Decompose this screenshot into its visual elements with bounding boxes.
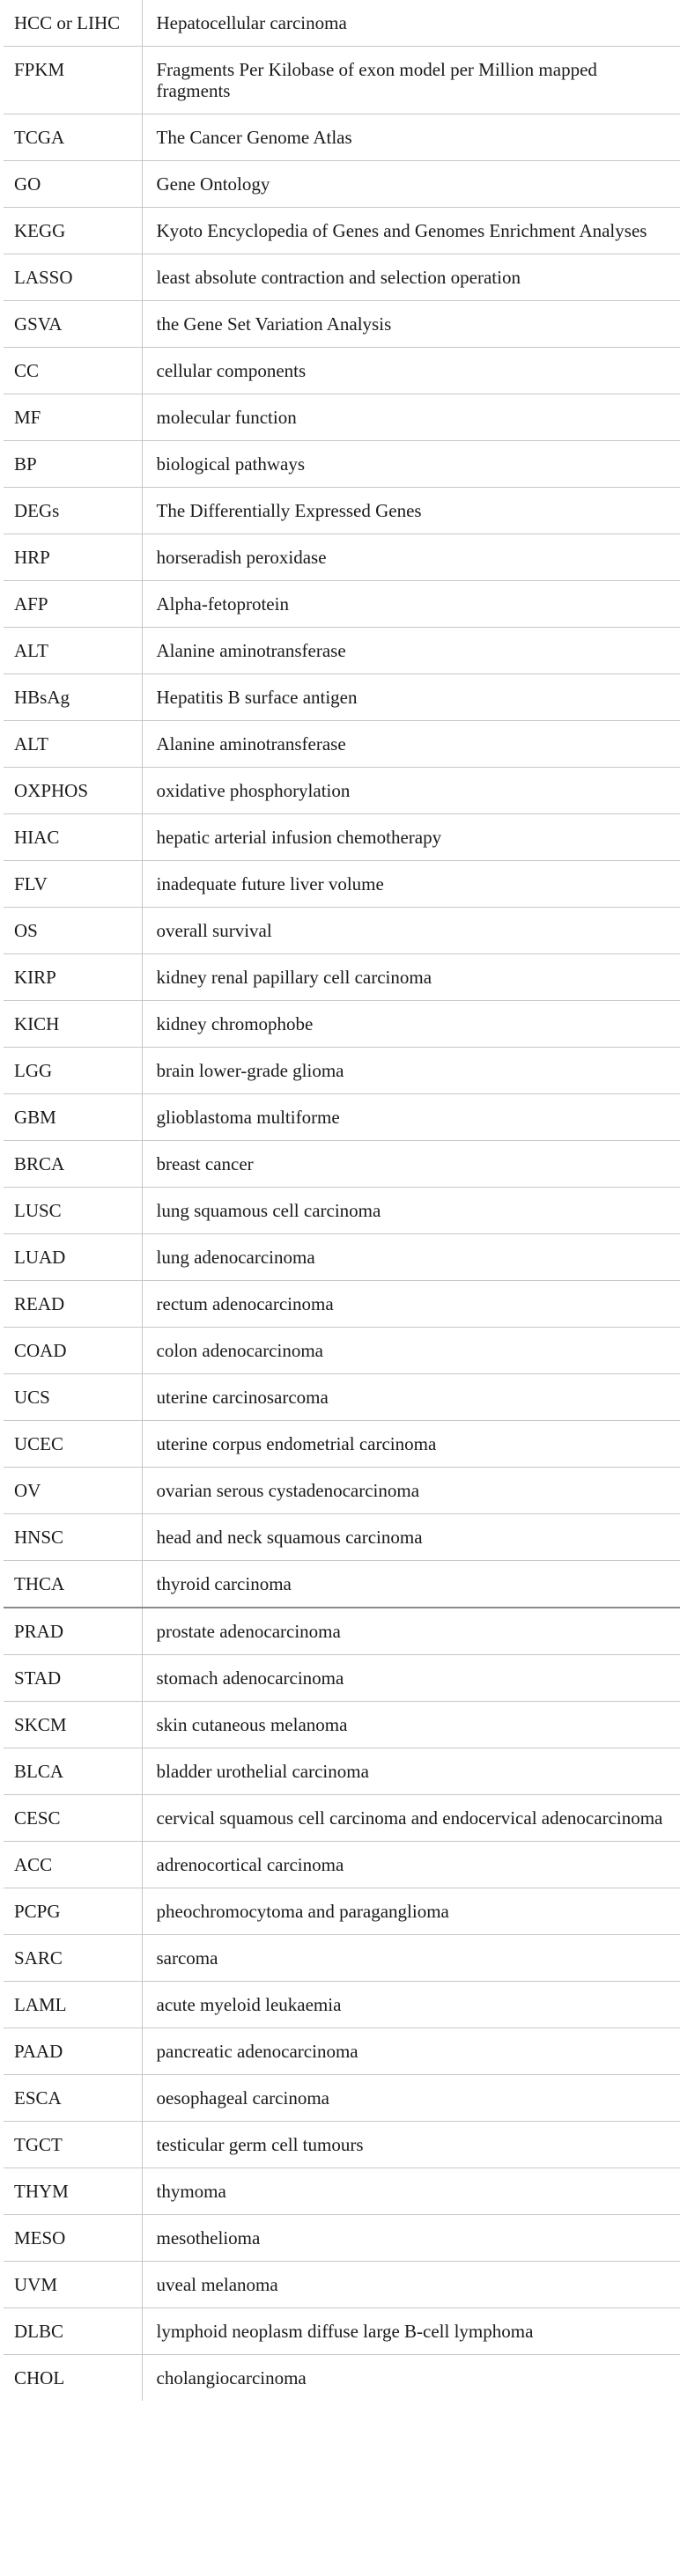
table-row <box>4 1702 680 1748</box>
definition-cell: prostate adenocarcinoma <box>142 1608 680 1655</box>
abbreviation-cell: TGCT <box>4 2122 142 2168</box>
abbreviation-cell: BRCA <box>4 1141 142 1188</box>
table-row <box>4 441 680 488</box>
definition-cell: brain lower-grade glioma <box>142 1048 680 1094</box>
abbreviation-cell: DLBC <box>4 2308 142 2355</box>
abbreviation-cell: KIRP <box>4 954 142 1001</box>
abbreviation-cell: ALT <box>4 721 142 768</box>
definition-cell: Hepatocellular carcinoma <box>142 0 680 47</box>
definition-cell: Kyoto Encyclopedia of Genes and Genomes Enrichment Analyses <box>142 208 680 254</box>
definition-cell: uterine corpus endometrial carcinoma <box>142 1421 680 1468</box>
definition-cell: Alanine aminotransferase <box>142 721 680 768</box>
table-row <box>4 0 680 47</box>
abbreviation-cell: CHOL <box>4 2355 142 2402</box>
definition-cell: pheochromocytoma and paraganglioma <box>142 1888 680 1935</box>
definition-cell: the Gene Set Variation Analysis <box>142 301 680 348</box>
table-row <box>4 2355 680 2402</box>
abbreviation-cell: UCS <box>4 1374 142 1421</box>
table-row <box>4 1608 680 1655</box>
definition-cell: Gene Ontology <box>142 161 680 208</box>
table-row <box>4 2262 680 2308</box>
abbreviation-cell: OS <box>4 908 142 954</box>
abbreviation-cell: HBsAg <box>4 674 142 721</box>
abbreviations-table-body <box>4 0 680 2401</box>
table-row <box>4 1281 680 1328</box>
abbreviation-cell: CC <box>4 348 142 394</box>
table-row <box>4 2028 680 2075</box>
definition-cell: hepatic arterial infusion chemotherapy <box>142 814 680 861</box>
definition-cell: bladder urothelial carcinoma <box>142 1748 680 1795</box>
table-row <box>4 534 680 581</box>
definition-cell: rectum adenocarcinoma <box>142 1281 680 1328</box>
abbreviation-cell: BP <box>4 441 142 488</box>
abbreviation-cell: PRAD <box>4 1608 142 1655</box>
definition-cell: least absolute contraction and selection operation <box>142 254 680 301</box>
definition-cell: kidney chromophobe <box>142 1001 680 1048</box>
abbreviation-cell: UVM <box>4 2262 142 2308</box>
definition-cell: kidney renal papillary cell carcinoma <box>142 954 680 1001</box>
abbreviation-cell: ACC <box>4 1842 142 1888</box>
abbreviation-cell: GSVA <box>4 301 142 348</box>
table-row <box>4 1888 680 1935</box>
table-row <box>4 2168 680 2215</box>
table-row <box>4 1468 680 1514</box>
abbreviation-cell: LUAD <box>4 1234 142 1281</box>
table-row <box>4 114 680 161</box>
abbreviations-table <box>4 0 680 2401</box>
definition-cell: mesothelioma <box>142 2215 680 2262</box>
definition-cell: testicular germ cell tumours <box>142 2122 680 2168</box>
abbreviation-cell: GBM <box>4 1094 142 1141</box>
table-row <box>4 1982 680 2028</box>
table-row <box>4 1421 680 1468</box>
abbreviation-cell: ESCA <box>4 2075 142 2122</box>
table-row <box>4 1374 680 1421</box>
table-row <box>4 1328 680 1374</box>
abbreviation-cell: SARC <box>4 1935 142 1982</box>
definition-cell: biological pathways <box>142 441 680 488</box>
definition-cell: pancreatic adenocarcinoma <box>142 2028 680 2075</box>
definition-cell: Fragments Per Kilobase of exon model per Million mapped fragments <box>142 47 680 114</box>
definition-cell: Hepatitis B surface antigen <box>142 674 680 721</box>
abbreviation-cell: BLCA <box>4 1748 142 1795</box>
table-row <box>4 721 680 768</box>
abbreviation-cell: FLV <box>4 861 142 908</box>
definition-cell: sarcoma <box>142 1935 680 1982</box>
abbreviation-cell: UCEC <box>4 1421 142 1468</box>
definition-cell: lymphoid neoplasm diffuse large B-cell lymphoma <box>142 2308 680 2355</box>
abbreviation-cell: LAML <box>4 1982 142 2028</box>
table-row <box>4 2215 680 2262</box>
definition-cell: lung adenocarcinoma <box>142 1234 680 1281</box>
table-row <box>4 1188 680 1234</box>
definition-cell: acute myeloid leukaemia <box>142 1982 680 2028</box>
abbreviation-cell: OXPHOS <box>4 768 142 814</box>
abbreviation-cell: KICH <box>4 1001 142 1048</box>
abbreviation-cell: READ <box>4 1281 142 1328</box>
definition-cell: The Cancer Genome Atlas <box>142 114 680 161</box>
table-row <box>4 1655 680 1702</box>
table-row <box>4 908 680 954</box>
abbreviation-cell: ALT <box>4 628 142 674</box>
definition-cell: thyroid carcinoma <box>142 1561 680 1608</box>
table-row <box>4 161 680 208</box>
definition-cell: ovarian serous cystadenocarcinoma <box>142 1468 680 1514</box>
abbreviation-cell: PCPG <box>4 1888 142 1935</box>
definition-cell: skin cutaneous melanoma <box>142 1702 680 1748</box>
table-row <box>4 1234 680 1281</box>
table-row <box>4 254 680 301</box>
abbreviation-cell: LUSC <box>4 1188 142 1234</box>
table-row <box>4 1141 680 1188</box>
definition-cell: breast cancer <box>142 1141 680 1188</box>
abbreviation-cell: THYM <box>4 2168 142 2215</box>
abbreviation-cell: THCA <box>4 1561 142 1608</box>
definition-cell: uterine carcinosarcoma <box>142 1374 680 1421</box>
abbreviation-cell: HRP <box>4 534 142 581</box>
table-row <box>4 488 680 534</box>
definition-cell: lung squamous cell carcinoma <box>142 1188 680 1234</box>
table-row <box>4 2075 680 2122</box>
abbreviation-cell: OV <box>4 1468 142 1514</box>
abbreviation-cell: MESO <box>4 2215 142 2262</box>
table-row <box>4 581 680 628</box>
table-row <box>4 768 680 814</box>
table-row <box>4 394 680 441</box>
definition-cell: cervical squamous cell carcinoma and endocervical adenocarcinoma <box>142 1795 680 1842</box>
abbreviation-cell: HCC or LIHC <box>4 0 142 47</box>
definition-cell: head and neck squamous carcinoma <box>142 1514 680 1561</box>
abbreviation-cell: CESC <box>4 1795 142 1842</box>
table-row <box>4 814 680 861</box>
definition-cell: molecular function <box>142 394 680 441</box>
abbreviation-cell: STAD <box>4 1655 142 1702</box>
abbreviation-cell: HIAC <box>4 814 142 861</box>
table-row <box>4 1795 680 1842</box>
table-row <box>4 1842 680 1888</box>
definition-cell: stomach adenocarcinoma <box>142 1655 680 1702</box>
definition-cell: The Differentially Expressed Genes <box>142 488 680 534</box>
definition-cell: glioblastoma multiforme <box>142 1094 680 1141</box>
definition-cell: Alanine aminotransferase <box>142 628 680 674</box>
definition-cell: colon adenocarcinoma <box>142 1328 680 1374</box>
abbreviation-cell: PAAD <box>4 2028 142 2075</box>
definition-cell: adrenocortical carcinoma <box>142 1842 680 1888</box>
abbreviation-cell: MF <box>4 394 142 441</box>
table-row <box>4 1001 680 1048</box>
abbreviation-cell: LASSO <box>4 254 142 301</box>
definition-cell: cellular components <box>142 348 680 394</box>
table-row <box>4 1935 680 1982</box>
abbreviation-cell: AFP <box>4 581 142 628</box>
definition-cell: uveal melanoma <box>142 2262 680 2308</box>
definition-cell: horseradish peroxidase <box>142 534 680 581</box>
definition-cell: cholangiocarcinoma <box>156 2367 307 2388</box>
abbreviation-cell: FPKM <box>4 47 142 114</box>
table-row <box>4 1748 680 1795</box>
table-row <box>4 861 680 908</box>
definition-cell: thymoma <box>142 2168 680 2215</box>
table-row <box>4 1048 680 1094</box>
table-row <box>4 954 680 1001</box>
table-row <box>4 674 680 721</box>
table-row <box>4 2308 680 2355</box>
abbreviation-cell: HNSC <box>4 1514 142 1561</box>
definition-cell: inadequate future liver volume <box>142 861 680 908</box>
abbreviation-cell: TCGA <box>4 114 142 161</box>
definition-cell: Alpha-fetoprotein <box>142 581 680 628</box>
table-row <box>4 1514 680 1561</box>
table-row <box>4 348 680 394</box>
table-row <box>4 628 680 674</box>
table-row <box>4 1094 680 1141</box>
definition-cell: oxidative phosphorylation <box>142 768 680 814</box>
abbreviation-cell: SKCM <box>4 1702 142 1748</box>
definition-cell: oesophageal carcinoma <box>142 2075 680 2122</box>
abbreviation-cell: COAD <box>4 1328 142 1374</box>
abbreviation-cell: LGG <box>4 1048 142 1094</box>
table-row <box>4 1561 680 1608</box>
abbreviation-cell: KEGG <box>4 208 142 254</box>
table-row <box>4 47 680 114</box>
table-row <box>4 208 680 254</box>
definition-cell: overall survival <box>142 908 680 954</box>
abbreviation-cell: DEGs <box>4 488 142 534</box>
abbreviation-cell: GO <box>4 161 142 208</box>
table-row <box>4 2122 680 2168</box>
table-row <box>4 301 680 348</box>
